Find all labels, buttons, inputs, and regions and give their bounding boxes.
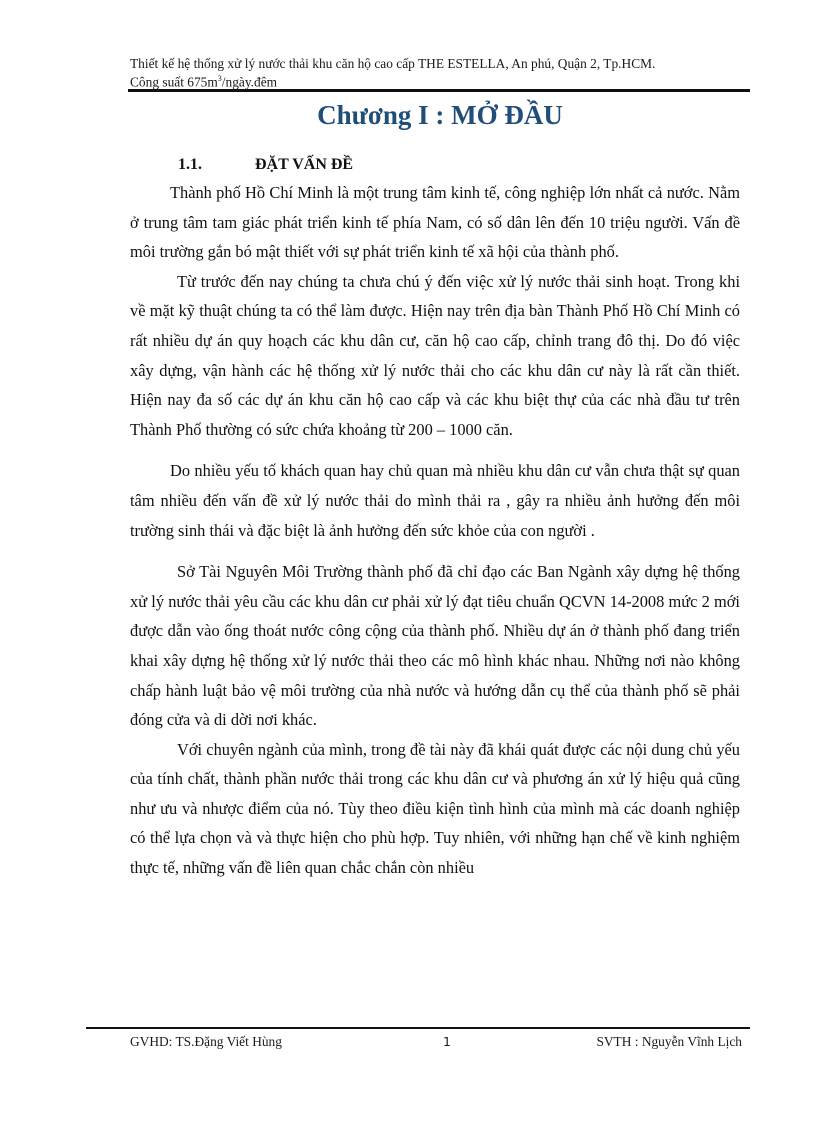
section-heading xyxy=(178,154,353,176)
section-number: 1.1. xyxy=(178,156,202,173)
body-text xyxy=(130,178,740,883)
header-rule xyxy=(128,89,750,92)
footer-student: SVTH : Nguyễn Vĩnh Lịch xyxy=(596,1034,742,1049)
page-footer xyxy=(130,1034,742,1052)
header-line-1: Thiết kế hệ thống xử lý nước thải khu căn hộ cao cấp THE ESTELLA, An phú, Quận 2, Tp.HCM. xyxy=(130,56,656,71)
chapter-title: Chương I : MỞ ĐẦU xyxy=(317,100,563,130)
paragraph: Từ trước đến nay chúng ta chưa chú ý đến việc xử lý nước thải sinh hoạt. Trong khi về mặt kỹ thuật chúng ta có thể làm được. Hiện nay trên địa bàn Thành Phố Hồ Chí Minh có rất nhiều dự án quy hoạch các khu dân cư, căn hộ cao cấp, chỉnh trang đô thị. Do đó việc xây dựng, vận hành các hệ thống xử lý nước thải cho các khu dân cư này là rất cần thiết. Hiện nay đa số các dự án khu căn hộ cao cấp và các khu biệt thự của các nhà đầu tư trên Thành Phố thường có sức chứa khoảng từ 200 – 1000 căn. xyxy=(130,271,740,439)
page-number: 1 xyxy=(443,1034,451,1049)
footer-advisor: GVHD: TS.Đặng Viết Hùng xyxy=(130,1034,282,1049)
paragraph: Do nhiều yếu tố khách quan hay chủ quan mà nhiều khu dân cư vẫn chưa thật sự quan tâm nhiều đến vấn đề xử lý nước thải do mình thải ra , gây ra nhiều ảnh hưởng đến môi trường sinh thái và đặc biệt là ảnh hưởng đến sức khỏe của con người . xyxy=(130,461,740,540)
section-title: ĐẶT VẤN ĐỀ xyxy=(255,156,354,173)
header-capacity-superscript: 3 xyxy=(217,74,222,83)
header-line-2 xyxy=(130,71,750,89)
paragraph: Với chuyên ngành của mình, trong đề tài này đã khái quát được các nội dung chủ yếu của tính chất, thành phần nước thải trong các khu dân cư và phương án xử lý hiệu quả cũng như ưu và nhược điểm của nó. Tùy theo điều kiện tình hình của mình mà các doanh nghiệp có thể lựa chọn và và thực hiện cho phù hợp. Tuy nhiên, với những hạn chế về kinh nghiệm thực tế, những vấn đề liên quan chắc chắn còn nhiều xyxy=(130,739,740,878)
paragraph: Thành phố Hồ Chí Minh là một trung tâm kinh tế, công nghiệp lớn nhất cả nước. Nằm ở trung tâm tam giác phát triển kinh tế phía Nam, có số dân lên đến 10 triệu người. Vấn đề môi trường gắn bó mật thiết với sự phát triển kinh tế xã hội của thành phố. xyxy=(130,183,740,262)
paragraph: Sở Tài Nguyên Môi Trường thành phố đã chỉ đạo các Ban Ngành xây dựng hệ thống xử lý nước thải yêu cầu các khu dân cư phải xử lý đạt tiêu chuẩn QCVN 14-2008 mức 2 mới được dẫn vào ống thoát nước công cộng của thành phố. Nhiều dự án ở thành phố đang triển khai xây dựng hệ thống xử lý nước thải theo các mô hình khác nhau. Những nơi nào không chấp hành luật bảo vệ môi trường của nhà nước và hướng dẫn cụ thể của thành phố sẽ phải đóng cửa và di dời nơi khác. xyxy=(130,562,740,730)
header-capacity-suffix: /ngày.đêm xyxy=(221,74,278,90)
footer-rule xyxy=(86,1027,750,1029)
header-capacity-prefix: Công suất 675m xyxy=(130,74,218,90)
running-header xyxy=(130,56,750,89)
